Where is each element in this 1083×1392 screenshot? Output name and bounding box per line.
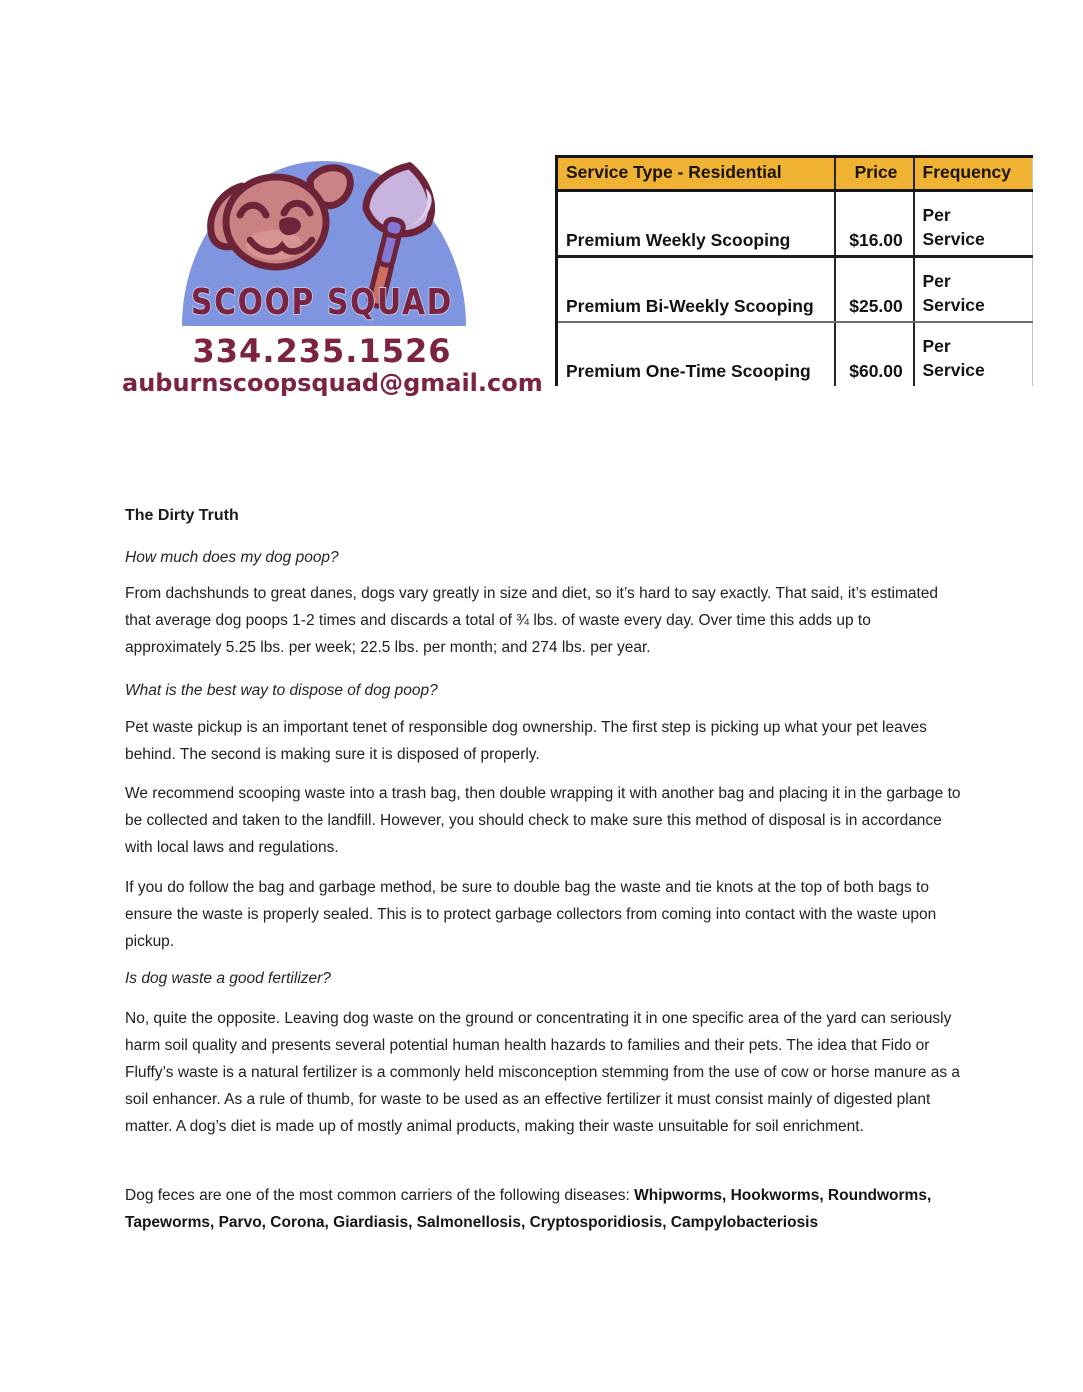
paragraph-trash-bag-method: We recommend scooping waste into a trash bag, then double wrapping it with another bag and placing it in the garbage to be collected and taken to the landfill. However, you should check to make sure this method of disposal is in accordance with local laws and regulations. [125, 785, 961, 856]
header-price: Price [835, 157, 914, 191]
section-heading-dirty-truth: The Dirty Truth [125, 507, 239, 524]
scoop-squad-logo [122, 158, 543, 398]
paragraph-diseases [125, 1182, 965, 1236]
logo-email-address: auburnscoopsquad@gmail.com [122, 369, 543, 397]
header-frequency: Frequency [914, 157, 1033, 191]
shovel-knob [383, 218, 404, 238]
price-cell: $25.00 [835, 257, 914, 323]
pricing-table-header-row [557, 157, 1033, 191]
table-row-onetime [557, 322, 1033, 386]
paragraph-poop-amount: From dachshunds to great danes, dogs vary greatly in size and diet, so it’s hard to say exactly. That said, it’s estimated that average dog poops 1-2 times and discards a total of ¾ lbs. of waste every day. Over time this adds up to approximately 5.25 lbs. per week; 22.5 lbs. per month; and 274 lbs. per year. [125, 585, 939, 656]
table-row-biweekly [557, 257, 1033, 323]
paragraph-double-bag: If you do follow the bag and garbage method, be sure to double bag the waste and tie knots at the top of both bags to ensure the waste is properly sealed. This is to protect garbage collectors from coming into contact with the waste upon pickup. [125, 879, 937, 950]
price-cell: $60.00 [835, 322, 914, 386]
diseases-intro-text: Dog feces are one of the most common carriers of the following diseases: [125, 1187, 635, 1204]
dog-and-shovel-logo-icon [122, 158, 522, 334]
paragraph-responsible-ownership: Pet waste pickup is an important tenet of responsible dog ownership. The first step is picking up what your pet leaves behind. The second is making sure it is disposed of properly. [125, 719, 927, 763]
price-cell: $16.00 [835, 191, 914, 257]
frequency-cell [914, 257, 1033, 323]
frequency-text: Per Service [922, 205, 985, 249]
service-name-cell: Premium Weekly Scooping [557, 191, 835, 257]
question-fertilizer: Is dog waste a good fertilizer? [125, 970, 331, 987]
paragraph-not-fertilizer: No, quite the opposite. Leaving dog waste on the ground or concentrating it in one specific area of the yard can seriously harm soil quality and presents several potential human health hazards to families and their pets. The idea that Fido or Fluffy’s waste is a natural fertilizer is a commonly held misconception stemming from the use of cow or horse manure as a soil enhancer. As a rule of thumb, for waste to be used as an effective fertilizer it must consist mainly of digested plant matter. A dog’s diet is made up of mostly animal products, making their waste unsuitable for soil enrichment. [125, 1010, 961, 1135]
diseases-list-text: Whipworms, Hookworms, Roundworms, Tapeworms, Parvo, Corona, Giardiasis, Salmonellosis, Cryptosporidiosis, Campylobacteriosis [125, 1187, 932, 1231]
question-best-disposal: What is the best way to dispose of dog poop? [125, 682, 438, 699]
table-row-weekly [557, 191, 1033, 257]
question-how-much-poop: How much does my dog poop? [125, 549, 339, 566]
frequency-text: Per Service [922, 271, 985, 315]
frequency-text: Per Service [922, 336, 985, 380]
header-service-type: Service Type - Residential [557, 157, 835, 191]
frequency-cell [914, 322, 1033, 386]
frequency-cell [914, 191, 1033, 257]
logo-phone-number: 334.235.1526 [192, 332, 452, 370]
pricing-table [555, 155, 1033, 386]
service-name-cell: Premium One-Time Scooping [557, 322, 835, 386]
service-name-cell: Premium Bi-Weekly Scooping [557, 257, 835, 323]
logo-brand-text: SCOOP SQUAD [191, 282, 453, 323]
